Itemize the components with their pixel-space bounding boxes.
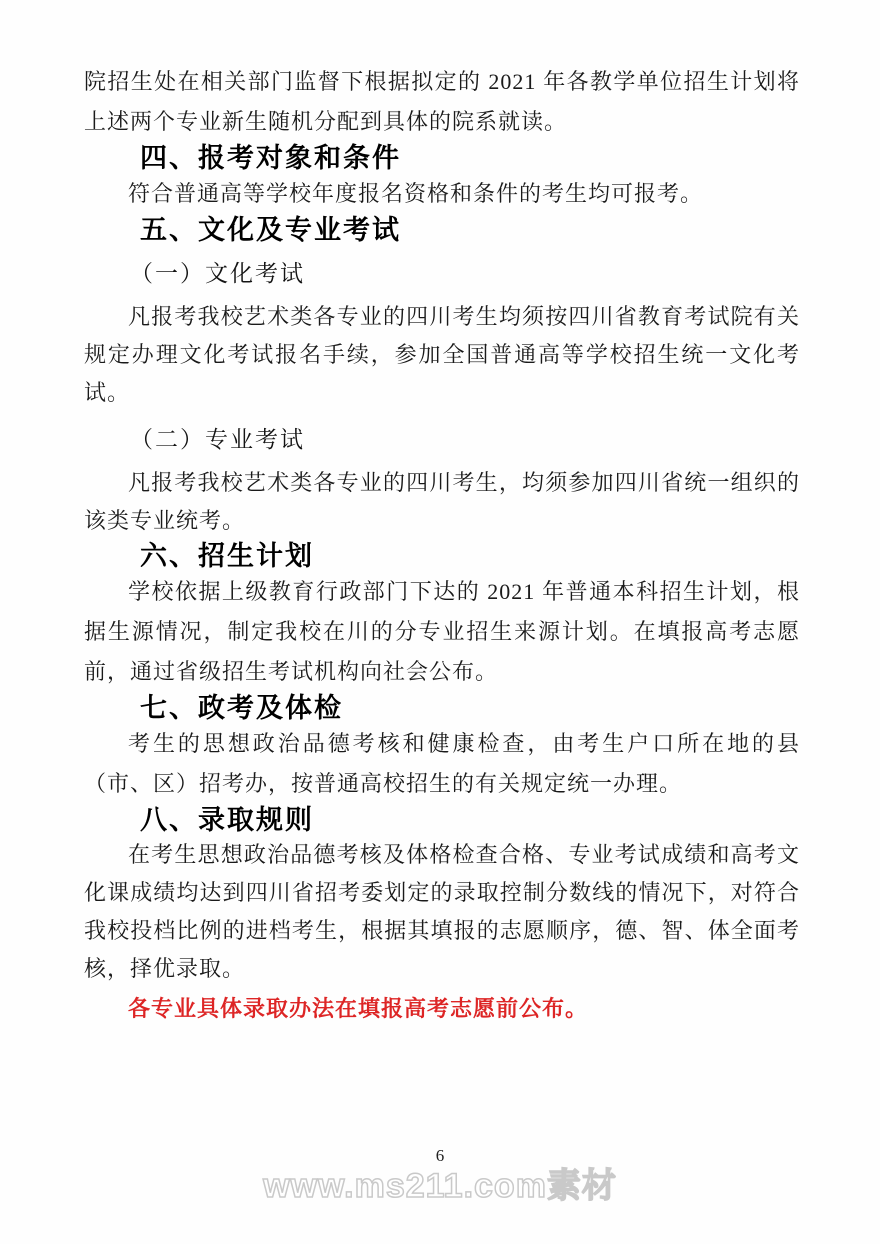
- section-heading-enrollment-plan: 六、招生计划: [140, 541, 314, 571]
- intro-paragraph: 院招生处在相关部门监督下根据拟定的 2021 年各教学单位招生计划将上述两个专业新生随机分配到具体的院系就读。: [84, 69, 800, 134]
- section-heading-admission-rules: 八、录取规则: [140, 805, 314, 835]
- paragraph: 在考生思想政治品德考核及体格检查合格、专业考试成绩和高考文化课成绩均达到四川省招考委划定的录取控制分数线的情况下，对符合我校投档比例的进档考生，根据其填报的志愿顺序，德、智、体全面考核，择优录取。: [84, 842, 800, 981]
- emphasis-paragraph: 各专业具体录取办法在填报高考志愿前公布。: [128, 996, 589, 1021]
- section-heading-culture-and-major-exams: 五、文化及专业考试: [140, 215, 401, 245]
- paragraph: 符合普通高等学校年度报名资格和条件的考生均可报考。: [128, 181, 704, 206]
- paragraph: 凡报考我校艺术类各专业的四川考生均须按四川省教育考试院有关规定办理文化考试报名手续，参加全国普通高等学校招生统一文化考试。: [84, 304, 800, 405]
- paragraph: 学校依据上级教育行政部门下达的 2021 年普通本科招生计划，根据生源情况，制定我校在川的分专业招生来源计划。在填报高考志愿前，通过省级招生考试机构向社会公布。: [84, 579, 800, 684]
- subsection-heading-culture-exam: （一）文化考试: [130, 261, 305, 286]
- section-heading-application-targets: 四、报考对象和条件: [140, 143, 401, 173]
- page-number: 6: [435, 1146, 445, 1165]
- paragraph: 凡报考我校艺术类各专业的四川考生，均须参加四川省统一组织的该类专业统考。: [84, 470, 800, 533]
- watermark-text: www.ms211.com素材: [263, 1167, 617, 1205]
- section-heading-political-review-and-physical-exam: 七、政考及体检: [140, 693, 343, 723]
- subsection-heading-major-exam: （二）专业考试: [130, 427, 305, 452]
- paragraph: 考生的思想政治品德考核和健康检查，由考生户口所在地的县（市、区）招考办，按普通高校招生的有关规定统一办理。: [84, 731, 800, 796]
